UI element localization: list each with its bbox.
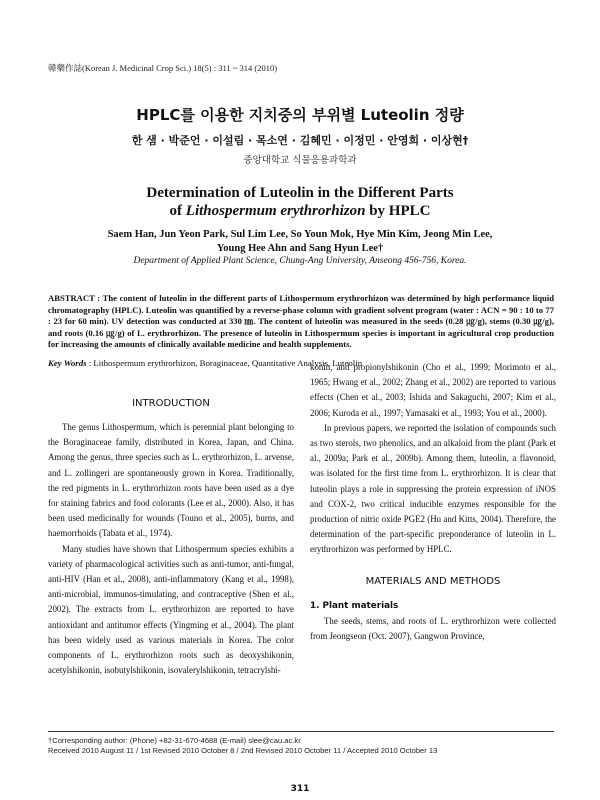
intro-paragraph-3: konin, and propionylshikonin (Cho et al., 1999; Morimoto et al., 1965; Hwang et al., 2002; Zhang et al., 2002) are reported to various effects (Chen et al., 2003; Ishida and Sakaguchi, 2007; Kim et al., 2006; Kuroda et al., 1997; Yamasaki et al., 1993; You et al., 2000). bbox=[310, 362, 556, 418]
footnote-divider bbox=[48, 731, 554, 732]
methods-heading: MATERIALS AND METHODS bbox=[365, 575, 501, 587]
journal-citation: 韓藥作誌(Korean J. Medicinal Crop Sci.) 18(5) : 311 ~ 314 (2010) bbox=[48, 63, 278, 73]
title-species: Lithospermum erythrorhizon bbox=[185, 203, 366, 219]
keywords-text: : Lithospermum erythrorhizon, Boraginaceae, Quantitative Analysis, Luteolin bbox=[86, 358, 363, 368]
english-affiliation: Department of Applied Plant Science, Chung-Ang University, Anseong 456-756, Korea. bbox=[133, 256, 467, 266]
english-title-line1: Determination of Luteolin in the Different Parts bbox=[146, 185, 454, 201]
left-column bbox=[48, 398, 294, 678]
received-dates: Received 2010 August 11 / 1st Revised 2010 October 8 / 2nd Revised 2010 October 11 / Accepted 2010 October 13 bbox=[48, 746, 438, 755]
corresponding-author: †Corresponding author: (Phone) +82-31-670-4688 (E-mail) slee@cau.ac.kr bbox=[48, 736, 301, 745]
english-authors bbox=[0, 228, 600, 256]
footnote bbox=[48, 736, 554, 756]
korean-authors: 한 샘 · 박준언 · 이설림 · 목소연 · 김혜민 · 이정민 · 안영희 · 이상현† bbox=[131, 134, 469, 147]
title-suffix: by HPLC bbox=[365, 203, 431, 219]
title-prefix: of bbox=[169, 203, 186, 219]
korean-title: HPLC를 이용한 지치중의 부위별 Luteolin 정량 bbox=[136, 106, 464, 124]
intro-paragraph-1: The genus Lithospermum, which is perennial plant belonging to the Boraginaceae family, distributed in Korea, Japan, and China. Among the genus, three species such as L. erythrorhizon, L. arvense, and L. zollingeri are spontaneously grown in Korea. Traditionally, the red pigments in L. erythrorhizon roots have been used as a dye for staining fabrics and food colorants (Lee et al., 2000). Also, it has been used medicinally for wounds (Touno et al., 2005), burns, and haemorrhoids (Tabata et al., 1974). bbox=[48, 422, 294, 539]
abstract: ABSTRACT : The content of luteolin in the different parts of Lithospermum erythrorhizon was determined by high performance liquid chromatography (HPLC). Luteolin was quantified by a reverse-phase column with gradient solvent program (water : ACN = 90 : 10 to 77 : 23 for 60 min). UV detection was conducted at 330 ㎚. The content of luteolin was measured in the seeds (0.28 ㎍/g), stems (0.30 ㎍/g), and roots (0.16 ㎍/g) of L. erythrorhizon. The presence of luteolin in Lithospermum species is important in agricultural crop production for increasing the amounts of clinically available medicine and health supplements. bbox=[48, 293, 554, 350]
english-title bbox=[0, 184, 600, 220]
page-number: 311 bbox=[290, 784, 310, 794]
english-title-line2 bbox=[0, 202, 600, 220]
right-column bbox=[310, 360, 556, 644]
english-authors-line1: Saem Han, Jun Yeon Park, Sul Lim Lee, So Youn Mok, Hye Min Kim, Jeong Min Lee, bbox=[107, 229, 493, 240]
english-authors-line2: Young Hee Ahn and Sang Hyun Lee† bbox=[216, 243, 384, 254]
intro-paragraph-2: Many studies have shown that Lithospermum species exhibits a variety of pharmacological activities such as anti-tumor, anti-fungal, anti-HIV (Han et al., 2008), anti-inflammatory (Kang et al., 1998), anti-microbial, immunos-timulating, and contraceptive (Shen et al., 2002). The extracts from L. erythrorhizon are reported to have antioxidant and antitumor effects (Yingming et al., 2004). The plant has been widely used as various materials in Korea. The color components of L. erythrorhizon roots such as deoxyshikonin, acetylshikonin, isobutylshikonin, isovalerylshikonin, tetracrylshi- bbox=[48, 543, 294, 676]
methods-paragraph-1: The seeds, stems, and roots of L. erythrorhizon were collected from Jeongseon (Oct. 2007), Gangwon Province, bbox=[310, 616, 556, 642]
introduction-heading: INTRODUCTION bbox=[132, 398, 210, 409]
keywords-label: Key Words bbox=[48, 358, 87, 368]
intro-paragraph-4: In previous papers, we reported the isolation of compounds such as two sterols, two phenolics, and an alkaloid from the plant (Park et al., 2009a; Park et al., 2009b). Among them, luteolin, a flavonoid, was isolated for the first time from L. erythrorhizon. It is clear that luteolin plays a role in suppressing the protein expression of iNOS and COX-2, two critical inducible enzymes responsible for the production of nitric oxide PGE2 (Hu and Kitts, 2004). Therefore, the determination of the part-specific preponderance of luteolin in L. erythrorhizon was performed by HPLC. bbox=[310, 422, 556, 555]
plant-materials-heading: 1. Plant materials bbox=[310, 600, 399, 611]
korean-affiliation: 중앙대학교 식물응용과학과 bbox=[243, 155, 357, 166]
